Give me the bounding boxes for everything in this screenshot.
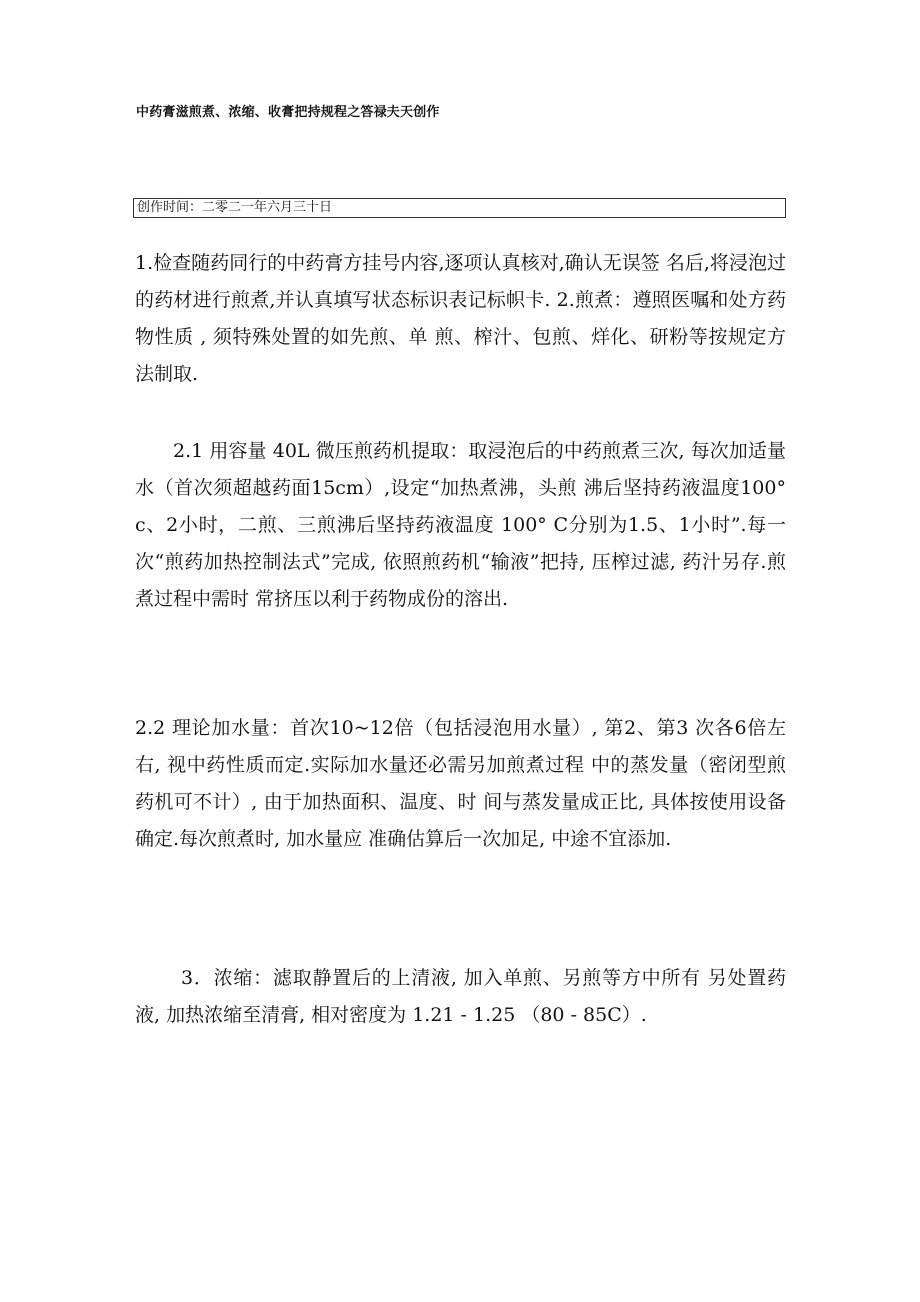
paragraph-3: 3．浓缩：滤取静置后的上清液, 加入单煎、另煎等方中所有 另处置药液, 加热浓缩至清膏, 相对密度为 1.21 - 1.25 （80 - 85C）. <box>135 967 786 1026</box>
paragraph-1: 1.检查随药同行的中药膏方挂号内容,逐项认真核对,确认无误签 名后,将浸泡过的药材进行煎煮,并认真填写状态标识表记标帜卡. 2.煎煮：遵照医嘱和处方药物性质 , 须特殊处置的如先煎、单 煎、榨汁、包煎、烊化、研粉等按规定方法制取. <box>135 252 786 385</box>
paragraph-2-2: 2.2 理论加水量：首次10~12倍（包括浸泡用水量）, 第2、第3 次各6倍左右, 视中药性质而定.实际加水量还必需另加煎煮过程 中的蒸发量（密闭型煎药机可不计）, 由于加热面积、温度、时 间与蒸发量成正比, 具体按使用设备确定.每次煎煮时, 加水量应 准确估算后一次加足, 中途不宜添加. <box>135 717 786 850</box>
creation-time: 创作时间：二零二一年六月三十日 <box>137 200 333 215</box>
document-title: 中药膏滋煎煮、浓缩、收膏把持规程之答禄夫天创作 <box>136 105 440 120</box>
paragraph-2-1: 2.1 用容量 40L 微压煎药机提取：取浸泡后的中药煎煮三次, 每次加适量水（首次须超越药面15cm）,设定“加热煮沸，头煎 沸后坚持药液温度100° c、2小时，二煎、三煎沸后坚持药液温度 100° C分别为1.5、1小时”.每一次“煎药加热控制法式”完成, 依照煎药机“输液”把持, 压榨过滤, 药汁另存.煎煮过程中需时 常挤压以利于药物成份的溶出. <box>135 440 786 610</box>
creation-time-box <box>133 198 786 218</box>
